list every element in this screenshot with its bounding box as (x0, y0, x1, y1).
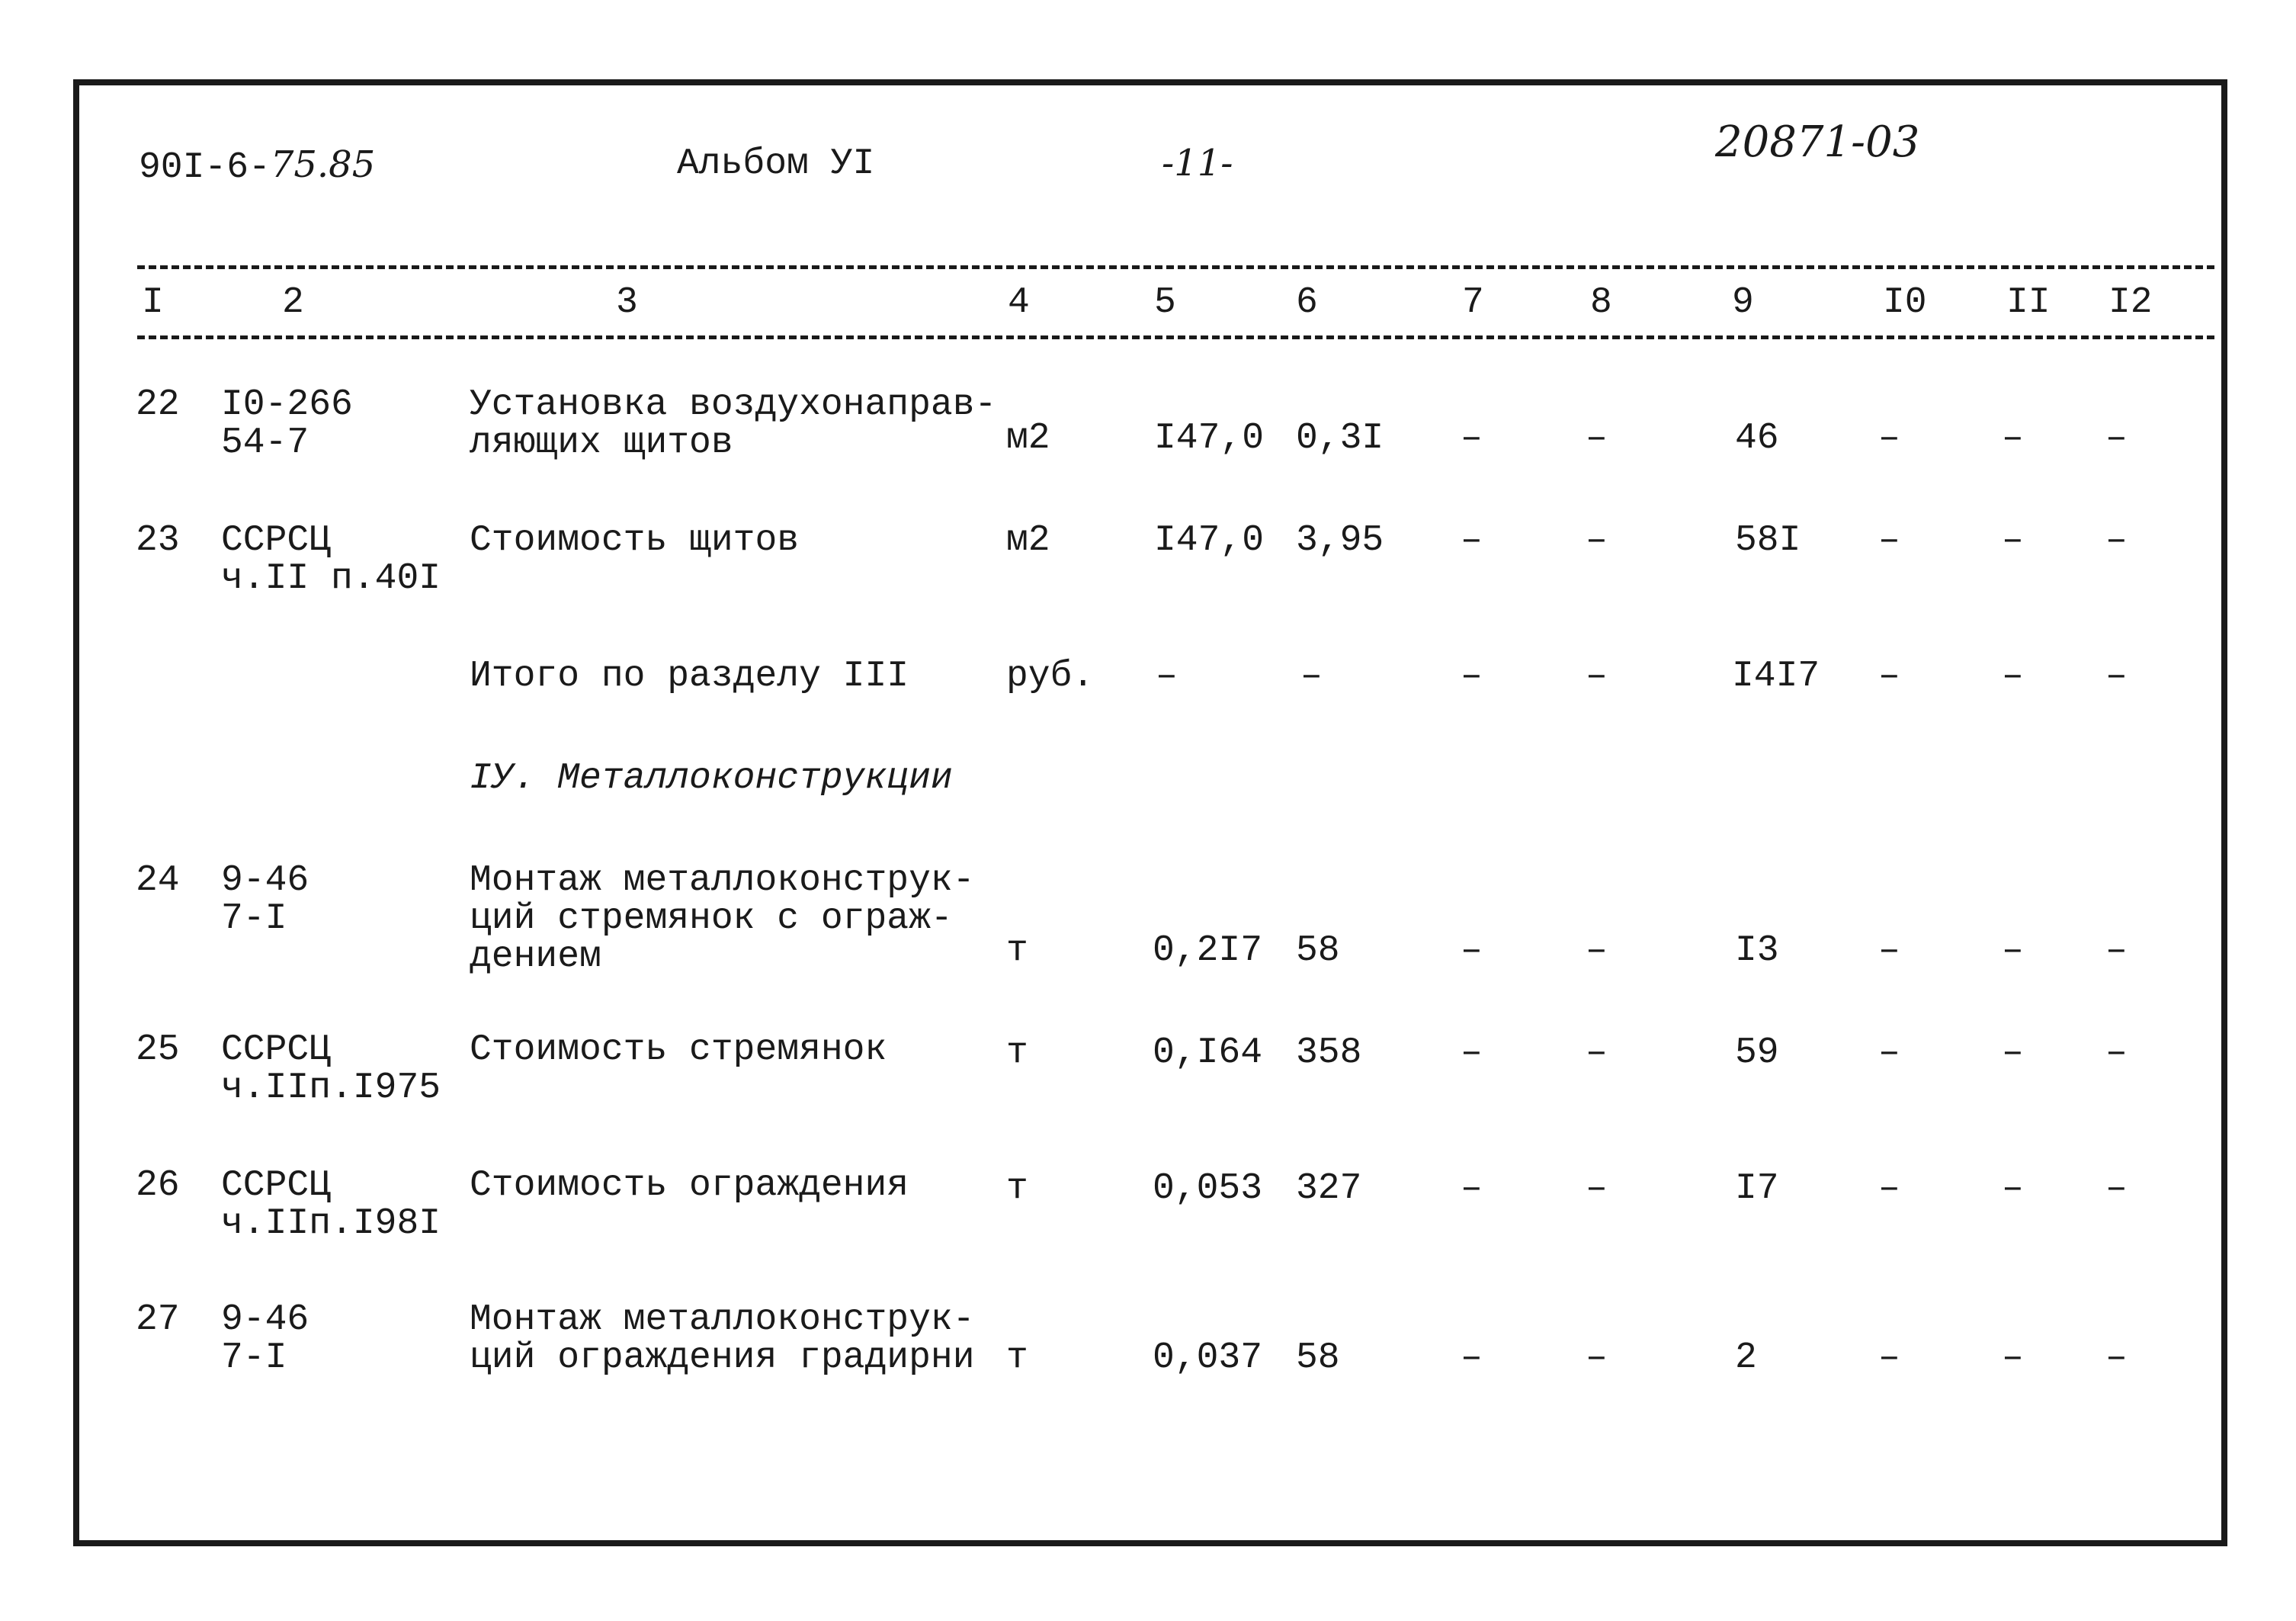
subtotal-unit: руб. (1006, 656, 1095, 697)
row-quantity: 0,2I7 (1153, 930, 1263, 971)
row-col10: – (1878, 930, 1900, 971)
row-col8: – (1586, 520, 1608, 561)
row-total: 59 (1735, 1032, 1779, 1074)
row-col10: – (1878, 520, 1900, 561)
column-header: 7 (1462, 282, 1484, 323)
row-col11: – (2002, 930, 2024, 971)
row-unit: т (1006, 1032, 1028, 1074)
row-total: I3 (1735, 930, 1779, 971)
row-col12: – (2105, 1337, 2128, 1379)
row-col11: – (2002, 520, 2024, 561)
row-number: 25 (136, 1029, 180, 1071)
header-bottom-rule (137, 335, 2214, 339)
row-unit: м2 (1006, 418, 1050, 459)
column-header: 3 (616, 282, 638, 323)
row-number: 24 (136, 860, 180, 901)
column-header: I (142, 282, 164, 323)
row-col8: – (1586, 1032, 1608, 1074)
row-unit: м2 (1006, 520, 1050, 561)
row-total: 46 (1735, 418, 1779, 459)
document-code-prefix: 90I-6- (139, 147, 271, 188)
subtotal-quantity: – (1156, 656, 1178, 697)
row-code: 9-46 7-I (221, 1299, 309, 1379)
row-col10: – (1878, 418, 1900, 459)
row-col12: – (2105, 930, 2128, 971)
row-price: 0,3I (1296, 418, 1384, 459)
row-col11: – (2002, 1032, 2024, 1074)
column-header: 6 (1296, 282, 1318, 323)
subtotal-total: I4I7 (1732, 656, 1820, 697)
row-name: Стоимость стремянок (470, 1029, 887, 1071)
row-col8: – (1586, 418, 1608, 459)
row-col10: – (1878, 1337, 1900, 1379)
row-name: Стоимость щитов (470, 520, 800, 561)
subtotal-col11: – (2002, 656, 2024, 697)
row-price: 327 (1296, 1168, 1362, 1209)
row-name: Монтаж металлоконструк- ций стремянок с ограж- дением (470, 860, 975, 977)
row-price: 58 (1296, 930, 1340, 971)
row-code: I0-266 54-7 (221, 384, 353, 464)
subtotal-col10: – (1878, 656, 1900, 697)
column-header: I0 (1883, 282, 1927, 323)
row-total: 2 (1735, 1337, 1757, 1379)
column-header: I2 (2108, 282, 2153, 323)
row-col7: – (1461, 930, 1483, 971)
subtotal-price: – (1300, 656, 1323, 697)
column-header: 5 (1154, 282, 1176, 323)
row-col7: – (1461, 520, 1483, 561)
page-number: -11- (1162, 142, 1233, 185)
section-title: IУ. Металлоконструкции (470, 758, 953, 799)
subtotal-col12: – (2105, 656, 2128, 697)
row-quantity: 0,053 (1153, 1168, 1263, 1209)
row-col11: – (2002, 1168, 2024, 1209)
row-col11: – (2002, 418, 2024, 459)
row-number: 27 (136, 1299, 180, 1340)
row-col12: – (2105, 520, 2128, 561)
column-header: 4 (1008, 282, 1030, 323)
row-col10: – (1878, 1168, 1900, 1209)
row-quantity: 0,037 (1153, 1337, 1263, 1379)
row-unit: т (1006, 1337, 1028, 1379)
column-header: II (2006, 282, 2051, 323)
row-code: ССРСЦ ч.IIп.I975 (221, 1029, 441, 1109)
row-name: Стоимость ограждения (470, 1165, 909, 1206)
row-code: 9-46 7-I (221, 860, 309, 939)
row-col8: – (1586, 1168, 1608, 1209)
row-unit: т (1006, 930, 1028, 971)
row-total: I7 (1735, 1168, 1779, 1209)
subtotal-col7: – (1461, 656, 1483, 697)
row-name: Монтаж металлоконструк- ций ограждения градирни (470, 1299, 975, 1379)
row-col11: – (2002, 1337, 2024, 1379)
row-col12: – (2105, 1032, 2128, 1074)
row-name: Установка воздухонаправ- ляющих щитов (470, 384, 997, 464)
row-price: 58 (1296, 1337, 1340, 1379)
row-col12: – (2105, 418, 2128, 459)
subtotal-col8: – (1586, 656, 1608, 697)
row-col8: – (1586, 1337, 1608, 1379)
row-col10: – (1878, 1032, 1900, 1074)
document-code (139, 143, 375, 188)
row-quantity: I47,0 (1154, 520, 1265, 561)
document-code-handwritten: 75.85 (270, 143, 376, 186)
row-total: 58I (1735, 520, 1801, 561)
row-quantity: I47,0 (1154, 418, 1265, 459)
column-header: 8 (1590, 282, 1612, 323)
row-col7: – (1461, 1337, 1483, 1379)
row-unit: т (1006, 1168, 1028, 1209)
album-title: Альбом УI (677, 143, 875, 185)
header-top-rule (137, 265, 2214, 269)
document-number: 20871-03 (1715, 117, 1920, 167)
subtotal-name: Итого по разделу III (470, 656, 909, 697)
row-col7: – (1461, 1032, 1483, 1074)
row-number: 22 (136, 384, 180, 425)
row-price: 3,95 (1296, 520, 1384, 561)
row-col7: – (1461, 418, 1483, 459)
row-code: ССРСЦ ч.II п.40I (221, 520, 441, 599)
row-col8: – (1586, 930, 1608, 971)
column-header: 9 (1732, 282, 1754, 323)
row-number: 23 (136, 520, 180, 561)
row-price: 358 (1296, 1032, 1362, 1074)
row-code: ССРСЦ ч.IIп.I98I (221, 1165, 441, 1244)
row-col7: – (1461, 1168, 1483, 1209)
column-header: 2 (282, 282, 304, 323)
row-number: 26 (136, 1165, 180, 1206)
row-col12: – (2105, 1168, 2128, 1209)
row-quantity: 0,I64 (1153, 1032, 1263, 1074)
